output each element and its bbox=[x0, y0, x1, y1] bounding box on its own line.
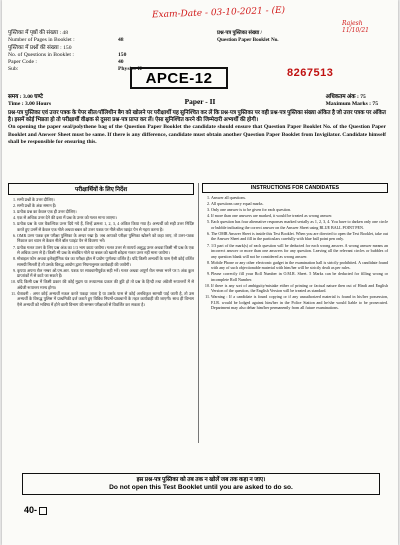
notice-english: Do not open this Test Booklet until you are asked to do so. bbox=[109, 484, 293, 491]
instruction-item: 11. Warning : If a candidate is found copying or if any unauthorized material is found in his/her possession, F.I.R. would be lodged against him/her in the Police Station and he/she would liable to be prosecuted. Department may also debar him/her permanently from all future examinations. bbox=[211, 294, 388, 311]
instruction-item: 8. Mobile Phone or any other electronic gadget in the examination hall is strictly prohibited. A candidate found with any of such objectionable material with him/her will be strictly dealt as per rules. bbox=[211, 260, 388, 271]
instruction-item: 2. सभी प्रश्नों के अंक समान हैं। bbox=[17, 203, 194, 209]
time-allowed: समय : 3.00 घण्टे Time : 3.00 Hours bbox=[8, 94, 52, 107]
instruction-item: 1. सभी प्रश्नों के उत्तर दीजिए। bbox=[17, 197, 194, 203]
english-instructions-list bbox=[202, 195, 388, 311]
paper-title: APCE-12 bbox=[130, 67, 228, 89]
do-not-open-notice bbox=[22, 473, 380, 495]
instruction-item: 6. The OMR Answer Sheet is inside this Test Booklet. When you are directed to open the Test Booklet, take out the Answer Sheet and fill in the particulars carefully with blue ball point pen only. bbox=[211, 231, 388, 242]
column-divider bbox=[198, 183, 199, 443]
instruction-item: 8. मोबाइल फोन अथवा इलेक्ट्रॉनिक यंत्र का परीक्षा हॉल में प्रयोग पूर्णतया वर्जित है। यदि किसी अभ्यर्थी के पास ऐसी कोई वर्जित सामग्री मिलती है तो उसके विरुद्ध आयोग द्वारा नियमानुसार कार्यवाही की जायेगी। bbox=[17, 256, 194, 267]
instruction-item: 7. 1/3 part of the mark(s) of each question will be deducted for each wrong answer. A wrong answer means an incorrect answer or more than one answers for any question. Leaving all the relevant circles or bubbles of any question blank will not be considered as wrong answer. bbox=[211, 243, 388, 260]
square-icon bbox=[39, 507, 47, 515]
hindi-instructions bbox=[8, 183, 194, 308]
instruction-item: 10. If there is any sort of ambiguity/mistake either of printing or factual nature then out of Hindi and English Version of the question, the English Version will be treated as standard. bbox=[211, 283, 388, 294]
meta-row: Sub: Physics-II bbox=[8, 66, 142, 73]
instruction-item: 5. Each question has four alternative responses marked serially as 1, 2, 3, 4. You have to darken only one circle or bubble indicating the correct answer on the Answer Sheet using BLUE BALL POINT PEN. bbox=[211, 219, 388, 230]
instruction-item: 5. प्रत्येक प्रश्न के चार वैकल्पिक उत्तर दिये गये हैं, जिन्हें क्रमशः 1, 2, 3, 4 अंकित किया गया है। अभ्यर्थी को सही उत्तर निर्दिष्ट करते हुए उनमें से केवल एक गोले अथवा बबल को उत्तर पत्रक पर नीले बॉल प्वाइंट पेन से गहरा करना है। bbox=[17, 221, 194, 232]
hindi-instructions-list bbox=[8, 197, 194, 307]
paper-number: Paper - II bbox=[184, 97, 216, 106]
english-instructions bbox=[202, 183, 388, 312]
page-code: 40- bbox=[24, 505, 47, 515]
english-instructions-heading: INSTRUCTIONS FOR CANDIDATES bbox=[202, 183, 388, 193]
handwritten-exam-date: Exam-Date - 03-10-2021 - (E) bbox=[151, 5, 286, 21]
hindi-instructions-heading: परीक्षार्थियों के लिए निर्देश bbox=[8, 183, 194, 195]
meta-row: पुस्तिका में प्रश्नों की संख्या : 150 bbox=[8, 44, 72, 51]
instruction-item: 3. प्रत्येक प्रश्न का केवल एक ही उत्तर दीजिए। bbox=[17, 209, 194, 215]
maximum-marks: अधिकतम अंक : 75 Maximum Marks : 75 bbox=[325, 94, 378, 107]
instruction-item: 10. यदि किसी प्रश्न में किसी प्रकार की कोई मुद्रण या तथ्यात्मक प्रकार की त्रुटि हो तो प्रश्न के हिन्दी तथा अंग्रेजी रूपान्तरों में से अंग्रेजी रूपान्तर मान्य होगा। bbox=[17, 279, 194, 290]
instruction-item: 4. If more than one answers are marked, it would be treated as wrong answer. bbox=[211, 213, 388, 219]
intro-instructions bbox=[8, 110, 386, 146]
instruction-item: 2. All questions carry equal marks. bbox=[211, 201, 388, 207]
intro-hindi: प्रश्न-पत्र पुस्तिका एवं उत्तर पत्रक के पेपर सील/पॉलिथीन बैग को खोलने पर परीक्षार्थी यह सुनिश्चित कर लें कि प्रश्न-पत्र पुस्तिका पर वही प्रश्न-पत्र पुस्तिका संख्या अंकित है जो उत्तर पत्रक पर अंकित है। इसमें कोई भिन्नता हो तो परीक्षार्थी वीक्षक से दूसरा प्रश्न-पत्र प्राप्त कर लें। ऐसा सुनिश्चित करने की जिम्मेदारी अभ्यर्थी की होगी। bbox=[8, 110, 386, 124]
instruction-item: 9. Please correctly fill your Roll Number in O.M.R. Sheet. 5 Marks can be deducted for filling wrong or incomplete Roll Number. bbox=[211, 271, 388, 282]
meta-row: Number of Pages in Booklet : 48 bbox=[8, 37, 124, 44]
intro-english: On opening the paper seal/polythene bag of the Question Paper Booklet the candidate should ensure that Question Paper Booklet No. of the Question Paper Booklet and Answer Sheet must be same. If there is any difference, candidate must obtain another Question Paper Booklet from Invigilator. Candidate himself shall be responsible for ensuring this. bbox=[8, 124, 386, 145]
meta-row: पुस्तिका में पृष्ठों की संख्या : 48 bbox=[8, 30, 69, 36]
question-booklet-cover bbox=[2, 0, 398, 545]
meta-row: Paper Code : 40 bbox=[8, 59, 124, 66]
instruction-item: 7. प्रत्येक गलत उत्तर के लिए प्रश्न अंक का 1/3 भाग काटा जायेगा। गलत उत्तर से तात्पर्य अशुद्ध उत्तर अथवा किसी भी प्रश्न के एक से अधिक उत्तर से है। किसी भी प्रश्न के संबंधित गोले या बबल को खाली छोड़ना गलत उत्तर नहीं माना जायेगा। bbox=[17, 245, 194, 256]
notice-hindi: इस प्रश्न-पत्र पुस्तिका को तब तक न खोलें जब तक कहा न जाए। bbox=[136, 477, 266, 483]
handwritten-signature: Rajesh 11/10/21 bbox=[342, 20, 369, 34]
instruction-item: 6. OMR उत्तर पत्रक इस परीक्षा पुस्तिका के अन्दर रखा है। जब आपको परीक्षा पुस्तिका खोलने को कहा जाए, तो उत्तर-पत्रक निकाल कर ध्यान से केवल नीले बॉल प्वाइंट पेन से विवरण भरें। bbox=[17, 233, 194, 244]
instruction-item: 11. चेतावनी : अगर कोई अभ्यर्थी नकल करते पकड़ा जाता है या उसके पास से कोई अनधिकृत सामग्री पाई जाती है, तो उस अभ्यर्थी के विरुद्ध पुलिस में प्राथमिकी दर्ज कराते हुए विविध नियमों-प्रावधानों के तहत कार्यवाही की जाएगी। साथ ही विभाग ऐसे अभ्यर्थी को भविष्य में होने वाली विभाग की समस्त परीक्षाओं से विवर्जित कर सकता है। bbox=[17, 291, 194, 308]
instruction-item: 3. Only one answer is to be given for each question. bbox=[211, 207, 388, 213]
serial-number: 8267513 bbox=[287, 67, 334, 79]
instruction-item: 9. कृपया अपना रोल नम्बर ओ.एम.आर. पत्रक पर सावधानीपूर्वक सही भरें। गलत अथवा अपूर्ण रोल नम्बर भरने पर 5 अंक कुल प्राप्तांकों में से काटे जा सकते हैं। bbox=[17, 268, 194, 279]
meta-row: No. of Questions in Booklet : 150 bbox=[8, 51, 127, 58]
booklet-number-label: प्रश्न-पत्र पुस्तिका संख्या / Question Paper Booklet No. bbox=[217, 30, 279, 43]
instruction-item: 4. एक से अधिक उत्तर देने की दशा में प्रश्न के उत्तर को गलत माना जाएगा। bbox=[17, 215, 194, 221]
instruction-item: 1. Answer all questions. bbox=[211, 195, 388, 201]
